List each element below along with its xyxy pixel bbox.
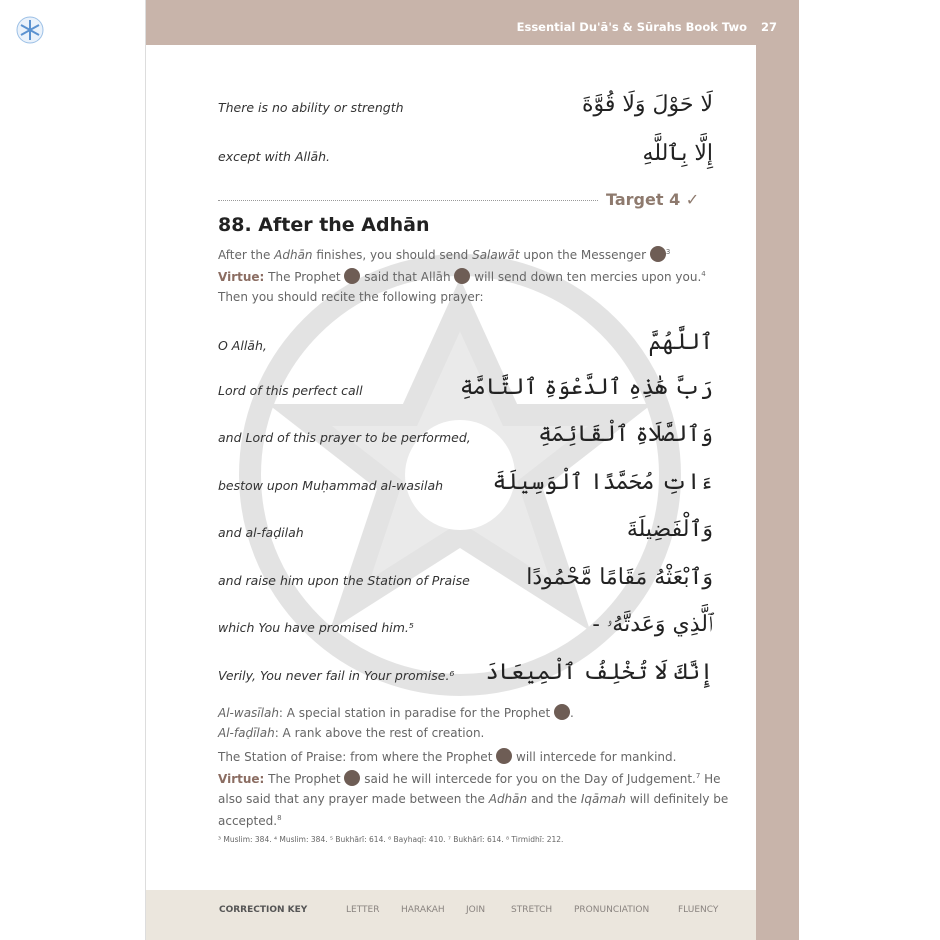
- arabic-line: وَٱلصَّلَاةِ ٱلْقَائِمَةِ: [538, 422, 713, 447]
- honorific-icon: [496, 748, 512, 764]
- key-fluency: FLUENCY: [678, 905, 719, 915]
- arabic-line: إِنَّكَ لَا تُخْلِفُ ٱلْمِيعَادَ: [485, 660, 713, 685]
- honorific-icon: [454, 268, 470, 284]
- honorific-icon: [650, 246, 666, 262]
- target-label: [606, 190, 699, 209]
- prayer-row: [218, 330, 713, 370]
- honorific-icon: [344, 770, 360, 786]
- honorific-icon: [344, 268, 360, 284]
- arabic-line: وَٱلْفَضِيلَةَ: [626, 517, 713, 542]
- dotted-divider: [218, 200, 598, 201]
- english-line: bestow upon Muḥammad al-wasilah: [218, 478, 444, 493]
- english-line: and raise him upon the Station of Praise: [218, 573, 470, 588]
- arabic-line: رَبَّ هَٰذِهِ ٱلدَّعْوَةِ ٱلتَّامَّةِ: [459, 375, 713, 400]
- page-number: 27: [760, 20, 777, 34]
- snowflake-logo-icon: [16, 16, 44, 44]
- key-stretch: STRETCH: [511, 905, 553, 915]
- key-letter: LETTER: [346, 905, 380, 915]
- correction-key-label: CORRECTION KEY: [219, 905, 308, 915]
- prayer-row: [218, 422, 713, 462]
- virtue-line: Virtue: The Prophet said that Allāh will send down ten mercies upon you.$^4$: [218, 270, 706, 284]
- page-header: [146, 0, 799, 45]
- english-line: There is no ability or strength: [218, 100, 404, 115]
- key-pronunciation: PRONUNCIATION: [574, 905, 650, 915]
- section-title: 88. After the Adhān: [218, 214, 430, 236]
- dua-row: [218, 141, 713, 181]
- checkmark-icon: ✓: [685, 190, 700, 209]
- note-line: The Station of Praise: from where the Prophet will intercede for mankind.: [218, 750, 677, 764]
- prayer-row: [218, 375, 713, 415]
- note-line: Al-wasīlah: A special station in paradise for the Prophet .: [218, 706, 574, 720]
- target-text: Target 4: [606, 190, 681, 209]
- key-join: JOIN: [466, 905, 486, 915]
- note-line: Al-faḍīlah: A rank above the rest of creation.: [218, 726, 485, 740]
- english-line: and Lord of this prayer to be performed,: [218, 430, 471, 445]
- arabic-line: ءَاتِ مُحَمَّدًا ٱلْوَسِيلَةَ: [492, 470, 713, 495]
- key-harakah: HARAKAH: [401, 905, 445, 915]
- note-line: accepted.$^8$: [218, 814, 282, 828]
- book-title: Essential Du'ā's & Sūrahs Book Two: [516, 20, 747, 34]
- footnote-references: ³ Muslim: 384. ⁴ Muslim: 384. ⁵ Bukhārī: 614. ⁶ Bayhaqī: 410. ⁷ Bukhārī: 614. ⁸ Tirmidhī: 212.: [218, 835, 564, 844]
- arabic-line: وَٱبْعَثْهُ مَقَامًا مَّحْمُودًا: [526, 565, 713, 590]
- intro-line: After the Adhān finishes, you should send Salawāt upon the Messenger $^3$: [218, 248, 671, 262]
- prayer-row: [218, 517, 713, 557]
- arabic-line: إِلَّا بِٱللَّهِ: [642, 141, 713, 166]
- prayer-row: [218, 470, 713, 510]
- note-line: Virtue: The Prophet said he will intercede for you on the Day of Judgement.$^7$ He: [218, 772, 721, 786]
- english-line: Lord of this perfect call: [218, 383, 363, 398]
- english-line: and al-faḍilah: [218, 525, 304, 540]
- arabic-line: لَا حَوْلَ وَلَا قُوَّةَ: [581, 92, 713, 117]
- english-line: Verily, You never fail in Your promise.⁶: [218, 668, 455, 683]
- english-line: which You have promised him.⁵: [218, 620, 414, 635]
- english-line: O Allāh,: [218, 338, 267, 353]
- honorific-icon: [554, 704, 570, 720]
- prayer-row: [218, 612, 713, 652]
- side-strip: [756, 45, 799, 940]
- dua-row: [218, 92, 713, 132]
- intro-line: Then you should recite the following prayer:: [218, 290, 484, 304]
- arabic-line: ٱلَّذِي وَعَدتَّهُۥ -: [592, 612, 713, 637]
- correction-key-bar: [146, 890, 756, 940]
- english-line: except with Allāh.: [218, 149, 331, 164]
- arabic-line: ٱللَّهُمَّ: [648, 330, 713, 355]
- note-line: also said that any prayer made between the Adhān and the Iqāmah will definitely be: [218, 792, 729, 806]
- prayer-row: [218, 660, 713, 700]
- prayer-row: [218, 565, 713, 605]
